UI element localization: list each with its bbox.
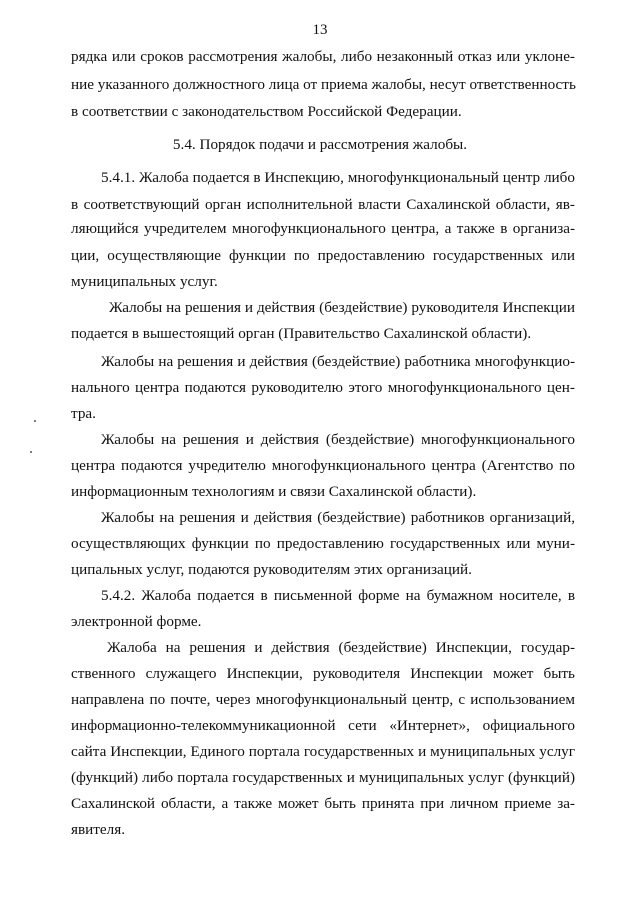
text-line: Жалобы на решения и действия (бездействие) работника многофункцио- [101,353,575,370]
text-line: нального центра подаются руководителю этого многофункционального цен- [71,379,575,396]
text-line: 5.4.2. Жалоба подается в письменной форме на бумажном носителе, в [101,587,575,604]
text-line: Жалоба на решения и действия (бездействие) Инспекции, государ- [107,639,575,656]
section-heading: 5.4. Порядок подачи и рассмотрения жалобы. [172,136,468,153]
text-line: рядка или сроков рассмотрения жалобы, либо незаконный отказ или уклоне- [71,48,575,65]
text-line: в соответствующий орган исполнительной власти Сахалинской области, яв- [71,196,575,213]
text-line: информационным технологиям и связи Сахалинской области). [71,483,477,500]
text-line: ляющийся учредителем многофункционального центра, а также в организа- [71,220,575,237]
text-line: Жалобы на решения и действия (бездействие) руководителя Инспекции [109,299,575,316]
text-line: муниципальных услуг. [71,273,218,290]
text-line: сайта Инспекции, Единого портала государственных и муниципальных услуг [71,743,575,760]
page-number: 13 [312,22,328,38]
scan-speck [34,420,36,422]
text-line: направлена по почте, через многофункциональный центр, с использованием [71,691,575,708]
text-line: ципальных услуг, подаются руководителям этих организаций. [71,561,472,578]
text-line: 5.4.1. Жалоба подается в Инспекцию, многофункциональный центр либо [101,169,575,186]
text-line: (функций) либо портала государственных и муниципальных услуг (функций) [71,769,575,786]
text-line: ственного служащего Инспекции, руководителя Инспекции может быть [71,665,575,682]
text-line: осуществляющих функции по предоставлению государственных или муни- [71,535,575,552]
scan-speck [30,451,32,453]
text-line: Жалобы на решения и действия (бездействие) многофункционального [101,431,575,448]
text-line: Сахалинской области, а также может быть принята при личном приеме за- [71,795,575,812]
text-line: ние указанного должностного лица от приема жалобы, несут ответственность [71,76,576,93]
text-line: Жалобы на решения и действия (бездействие) работников организаций, [101,509,575,526]
text-line: ции, осуществляющие функции по предоставлению государственных или [71,247,575,264]
text-line: в соответствии с законодательством Российской Федерации. [71,103,462,120]
text-line: явителя. [71,821,126,838]
text-line: информационно-телекоммуникационной сети «Интернет», официального [71,717,575,734]
text-line: центра подаются учредителю многофункционального центра (Агентство по [71,457,575,474]
text-line: электронной форме. [71,613,202,630]
text-line: подается в вышестоящий орган (Правительство Сахалинской области). [71,325,532,342]
text-line: тра. [71,405,96,422]
